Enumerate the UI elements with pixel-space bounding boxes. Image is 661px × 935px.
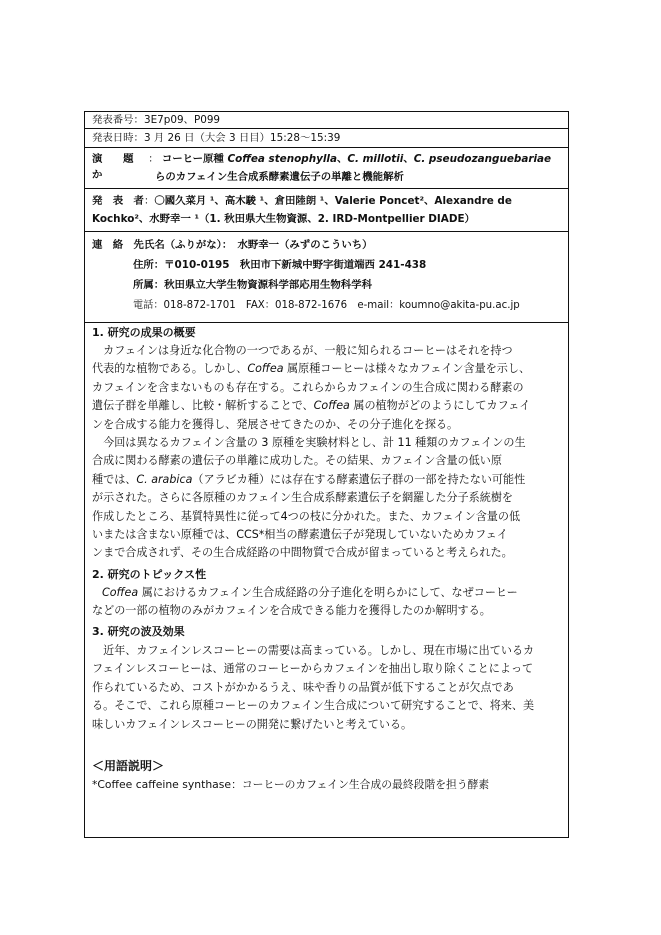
contact-address: 住所：〒010-0195 秋田市下新城中野字街道端西 241-438 [133, 259, 427, 271]
presenter-separator: ： [143, 195, 155, 207]
text-line: 味しいカフェインレスコーヒーの開発に繋げたいと考えている。 [92, 717, 413, 731]
text-span: 属原種コーヒーは様々なカフェイン含量を示し、 [283, 362, 531, 376]
text-line: いまたは含まない原種では、CCS*相当の酵素遺伝子が発現していないためカフェイ [92, 528, 508, 542]
section-3-heading: 3. 研究の波及効果 [92, 625, 185, 638]
presenter-row [85, 189, 568, 232]
text-span: 遺伝子群を単離し、比較・解析することで、 [92, 399, 314, 413]
section-1-heading: 1. 研究の成果の概要 [92, 326, 196, 339]
presenter-line-2: Kochko²、水野幸一 ¹（1. 秋田県大生物資源、2. IRD-Montpellier DIADE） [92, 213, 475, 225]
text-line [92, 397, 561, 415]
species-name: C. arabica [136, 472, 193, 486]
text-line: などの一部の植物のみがカフェインを合成できる能力を獲得したのか解明する。 [92, 604, 491, 618]
section-3-paragraph [92, 642, 561, 734]
presentation-date: 発表日時：3 月 26 日（大会 3 日目）15:28～15:39 [92, 132, 341, 144]
text-line: ンまで合成されず、その生合成経路の中間物質で合成が留まっていると考えられた。 [92, 546, 513, 560]
title-text-1: コーヒー原種 [161, 153, 228, 165]
contact-name: 連 絡 先氏名（ふりがな）： 水野幸一（みずのこういち） [92, 239, 373, 251]
text-line: ンを合成する能力を獲得し、発展させてきたのか、その分子進化を探る。 [92, 417, 459, 431]
presenter-line-1 [92, 193, 562, 209]
presentation-date-row [85, 129, 568, 148]
text-line: カフェインは身近な化合物の一つであるが、一般に知られるコーヒーはそれを持つ [92, 344, 513, 357]
title-species-1: Coffea stenophylla [227, 153, 338, 165]
presentation-number-row [85, 112, 568, 129]
text-line: る。そこで、これら原種コーヒーのカフェイン生合成について研究することで、将来、美 [92, 699, 535, 713]
glossary-heading: ＜用語説明＞ [92, 759, 165, 773]
title-separator: ： [148, 153, 159, 165]
text-line [92, 584, 561, 602]
genus-name: Coffea [102, 586, 139, 599]
title-species-2: C. millotii [347, 153, 404, 165]
presenter-label: 発 表 者 [92, 195, 144, 207]
text-span: 属におけるカフェイン生合成経路の分子進化を明らかにして、なぜコーヒー [138, 586, 518, 599]
text-line: 作られているため、コストがかかるうえ、味や香りの品質が低下することが欠点であ [92, 680, 514, 694]
text-line: が示された。さらに各原種のカフェイン生合成系酵素遺伝子を網羅した分子系統樹を [92, 491, 514, 505]
text-line: 今回は異なるカフェイン含量の 3 原種を実験材料とし、計 11 種類のカフェインの生 [92, 436, 526, 450]
text-line: 近年、カフェインレスコーヒーの需要は高まっている。しかし、現在市場に出ているカ [92, 644, 535, 657]
text-line: フェインレスコーヒーは、通常のコーヒーからカフェインを抽出し取り除くことによって [92, 662, 534, 676]
text-span: 種では、 [92, 472, 137, 486]
abstract-frame [84, 111, 569, 838]
text-line [92, 471, 561, 489]
title-row [85, 148, 568, 189]
glossary-entry: *Coffee caffeine synthase：コーヒーのカフェイン生合成の最終段階を担う酵素 [92, 778, 490, 791]
text-span: 代表的な植物である。しかし、 [92, 362, 248, 376]
genus-name: Coffea [247, 362, 284, 376]
text-span: （アラビカ種）には存在する酵素遺伝子群の一部を持たない可能性 [192, 472, 526, 486]
section-1-paragraph [92, 342, 561, 563]
presenter-names-1: 〇國久菜月 ¹、高木駿 ¹、倉田陸朗 ¹、Valerie Poncet²、Alexandre de [154, 195, 512, 207]
text-span: 属の植物がどのようにしてカフェイ [349, 399, 531, 413]
title-text-2: か [92, 169, 103, 181]
text-line: 合成に関わる酵素の遺伝子の単離に成功した。その結果、カフェイン含量の低い原 [92, 454, 502, 468]
section-2-heading: 2. 研究のトピックス性 [92, 568, 207, 581]
text-line [92, 360, 561, 378]
title-comma-1: 、 [337, 153, 348, 165]
contact-affiliation: 所属：秋田県立大学生物資源科学部応用生物科学科 [133, 279, 372, 291]
text-line: 作成したところ、基質特異性に従って4つの枝に分かれた。また、カフェイン含量の低 [92, 509, 521, 523]
text-line: カフェインを含まないものも存在する。これらからカフェインの生合成に関わる酵素の [92, 380, 524, 394]
presentation-number: 発表番号：3E7p09、P099 [92, 114, 221, 126]
title-line-2: らのカフェイン生合成系酵素遺伝子の単離と機能解析 [155, 171, 404, 183]
contact-phone: 電話：018-872-1701 FAX：018-872-1676 e-mail：koumno@akita-pu.ac.jp [133, 300, 520, 311]
title-species-3: C. pseudozanguebariae [413, 153, 552, 165]
contact-row [85, 232, 568, 323]
section-2-paragraph [92, 584, 561, 621]
title-comma-2: 、 [403, 153, 414, 165]
genus-name: Coffea [313, 399, 350, 413]
title-label: 演 題 [92, 153, 134, 165]
